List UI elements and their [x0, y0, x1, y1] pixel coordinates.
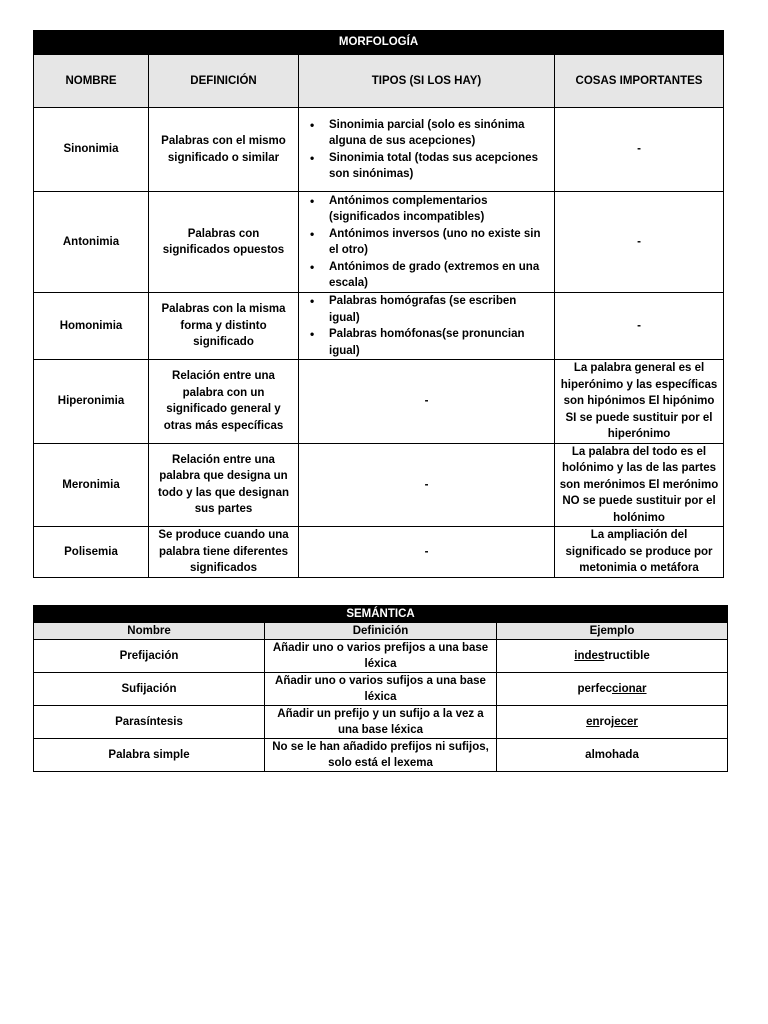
list-item: • Antónimos de grado (extremos en una escala) [329, 259, 550, 292]
column-header-definicion: Definición [265, 623, 497, 640]
row-definicion: Relación entre una palabra con un significado general y otras más específicas [149, 360, 299, 444]
column-header-nombre: NOMBRE [34, 55, 149, 108]
row-nombre: Sinonimia [34, 108, 149, 192]
row-ejemplo [497, 640, 728, 673]
tipos-list [305, 293, 550, 359]
row-nombre: Antonimia [34, 192, 149, 293]
row-nombre: Homonimia [34, 293, 149, 360]
row-cosas: La palabra general es el hiperónimo y las específicas son hipónimos El hipónimo SI se puede sustituir por el hiperónimo [555, 360, 724, 444]
row-definicion: Relación entre una palabra que designa un todo y las que designan sus partes [149, 443, 299, 527]
morfologia-title: MORFOLOGÍA [34, 31, 724, 55]
row-definicion: Palabras con el mismo significado o similar [149, 108, 299, 192]
row-definicion: Palabras con la misma forma y distinto significado [149, 293, 299, 360]
column-header-nombre: Nombre [34, 623, 265, 640]
list-item: • Sinonimia parcial (solo es sinónima alguna de sus acepciones) [329, 117, 550, 150]
prefix-underline: en [586, 716, 600, 728]
morfologia-header-row [34, 55, 724, 108]
row-tipos: - [299, 527, 555, 578]
semantica-header-row [34, 623, 728, 640]
row-tipos [299, 293, 555, 360]
list-item: • Antónimos complementarios (significados incompatibles) [329, 193, 550, 226]
row-cosas: - [555, 108, 724, 192]
tipos-list [305, 117, 550, 183]
prefix-underline: indes [574, 650, 605, 662]
row-tipos: - [299, 360, 555, 444]
row-ejemplo [497, 673, 728, 706]
table-row [34, 640, 728, 673]
semantica-table [33, 605, 728, 772]
table-row [34, 443, 724, 527]
column-header-tipos: TIPOS (SI LOS HAY) [299, 55, 555, 108]
table-row [34, 706, 728, 739]
row-definicion: Palabras con significados opuestos [149, 192, 299, 293]
row-nombre: Meronimia [34, 443, 149, 527]
tipos-list [305, 193, 550, 292]
row-cosas: La ampliación del significado se produce por metonimia o metáfora [555, 527, 724, 578]
row-tipos [299, 108, 555, 192]
semantica-title-row [34, 606, 728, 623]
row-ejemplo [497, 706, 728, 739]
table-row [34, 108, 724, 192]
semantica-title: SEMÁNTICA [34, 606, 728, 623]
list-item: • Palabras homófonas(se pronuncian igual) [329, 326, 550, 359]
suffix-underline: cionar [612, 683, 647, 695]
row-cosas: La palabra del todo es el holónimo y las de las partes son merónimos El merónimo NO se puede sustituir por el holónimo [555, 443, 724, 527]
row-definicion: Añadir un prefijo y un sufijo a la vez a una base léxica [265, 706, 497, 739]
table-row [34, 527, 724, 578]
row-tipos [299, 192, 555, 293]
list-item: • Palabras homógrafas (se escriben igual) [329, 293, 550, 326]
row-nombre: Sufijación [34, 673, 265, 706]
row-tipos: - [299, 443, 555, 527]
row-cosas: - [555, 293, 724, 360]
row-nombre: Prefijación [34, 640, 265, 673]
word-base: perfec [577, 683, 613, 695]
row-ejemplo: almohada [497, 739, 728, 772]
column-header-definicion: DEFINICIÓN [149, 55, 299, 108]
row-nombre: Parasíntesis [34, 706, 265, 739]
row-nombre: Polisemia [34, 527, 149, 578]
row-definicion: Añadir uno o varios sufijos a una base léxica [265, 673, 497, 706]
table-row [34, 192, 724, 293]
row-definicion: Añadir uno o varios prefijos a una base léxica [265, 640, 497, 673]
row-nombre: Hiperonimia [34, 360, 149, 444]
morfologia-title-row [34, 31, 724, 55]
table-row [34, 739, 728, 772]
list-item: • Antónimos inversos (uno no existe sin el otro) [329, 226, 550, 259]
table-row [34, 360, 724, 444]
column-header-cosas: COSAS IMPORTANTES [555, 55, 724, 108]
column-header-ejemplo: Ejemplo [497, 623, 728, 640]
list-item: • Sinonimia total (todas sus acepciones son sinónimas) [329, 150, 550, 183]
suffix-underline: ecer [614, 716, 638, 728]
row-definicion: Se produce cuando una palabra tiene diferentes significados [149, 527, 299, 578]
table-row [34, 673, 728, 706]
table-row [34, 293, 724, 360]
word-rest: tructible [604, 650, 650, 662]
row-cosas: - [555, 192, 724, 293]
word-base: roj [599, 716, 615, 728]
row-nombre: Palabra simple [34, 739, 265, 772]
row-definicion: No se le han añadido prefijos ni sufijos, solo está el lexema [265, 739, 497, 772]
morfologia-table [33, 30, 724, 578]
